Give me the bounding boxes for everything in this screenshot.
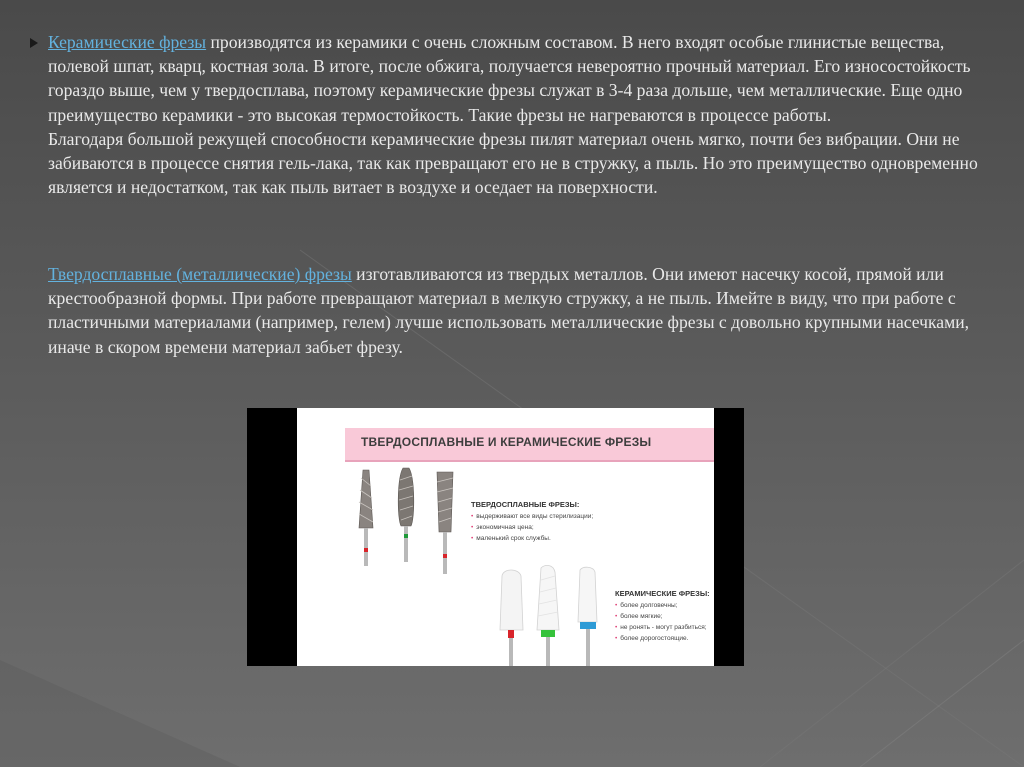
carbide-bur-icon [398, 468, 414, 562]
ceramic-section-title: КЕРАМИЧЕСКИЕ ФРЕЗЫ: [615, 589, 710, 598]
paragraph-2: Благодаря большой режущей способности керамические фрезы пилят материал очень мягко, почти без вибрации. Они не забиваются в процессе снятия гель-лака, так как превращают его не в стружку, а пыль. Но это преимущество одновременно является и недостатком, так как пыль витает в воздухе и оседает на поверхности. [48, 128, 978, 198]
paragraph-carbide [48, 262, 993, 359]
bullet-arrow-icon [30, 38, 38, 48]
ceramic-bur-icon [578, 567, 597, 666]
ceramic-bur-icon [537, 565, 559, 666]
list-item: • более долговечны; [615, 600, 707, 611]
ceramic-properties [615, 600, 707, 644]
video-title: ТВЕРДОСПЛАВНЫЕ И КЕРАМИЧЕСКИЕ ФРЕЗЫ [361, 435, 652, 449]
list-item: • более мягкие; [615, 611, 707, 622]
carbide-bur-icon [359, 470, 373, 566]
embedded-video[interactable] [247, 408, 744, 666]
list-item: • не ронять - могут разбиться; [615, 622, 707, 633]
paragraph-3-text: изготавливаются из твердых металлов. Они имеют насечку косой, прямой или крестообразной формы. При работе превращают материал в мелкую стружку, а не пыль. Имейте в виду, что при работе с пластичными материалами (например, гелем) лучше использовать металлические фрезы с довольно крупными насечками, иначе в скором времени материал забьет фрезу. [48, 264, 970, 357]
ceramic-bur-icon [500, 570, 523, 666]
list-item: • выдерживают все виды стерилизации; [471, 511, 593, 522]
list-item: • более дорогостоящие. [615, 633, 707, 644]
ceramic-burs-link[interactable]: Керамические фрезы [48, 32, 207, 52]
paragraph-ceramic [48, 30, 993, 199]
carbide-bur-icon [437, 472, 453, 574]
list-item: • маленький срок службы. [471, 533, 593, 544]
carbide-burs-link[interactable]: Твердосплавные (металлические) фрезы [48, 264, 352, 284]
list-item: • экономичная цена; [471, 522, 593, 533]
paragraph-3 [48, 262, 993, 359]
paragraph-1 [48, 30, 993, 127]
video-frame [297, 408, 714, 666]
carbide-section-title: ТВЕРДОСПЛАВНЫЕ ФРЕЗЫ: [471, 500, 580, 509]
carbide-properties [471, 511, 593, 544]
paragraph-1-text: производятся из керамики с очень сложным составом. В него входят особые глинистые вещества, полевой шпат, кварц, костная зола. В итоге, после обжига, получается невероятно прочный материал. Его износостойкость гораздо выше, чем у твердосплава, поэтому керамические фрезы служат в 3-4 раза дольше, чем металлические. Еще одно преимущество керамики - это высокая термостойкость. Такие фрезы не нагреваются в процессе работы. [48, 32, 971, 125]
